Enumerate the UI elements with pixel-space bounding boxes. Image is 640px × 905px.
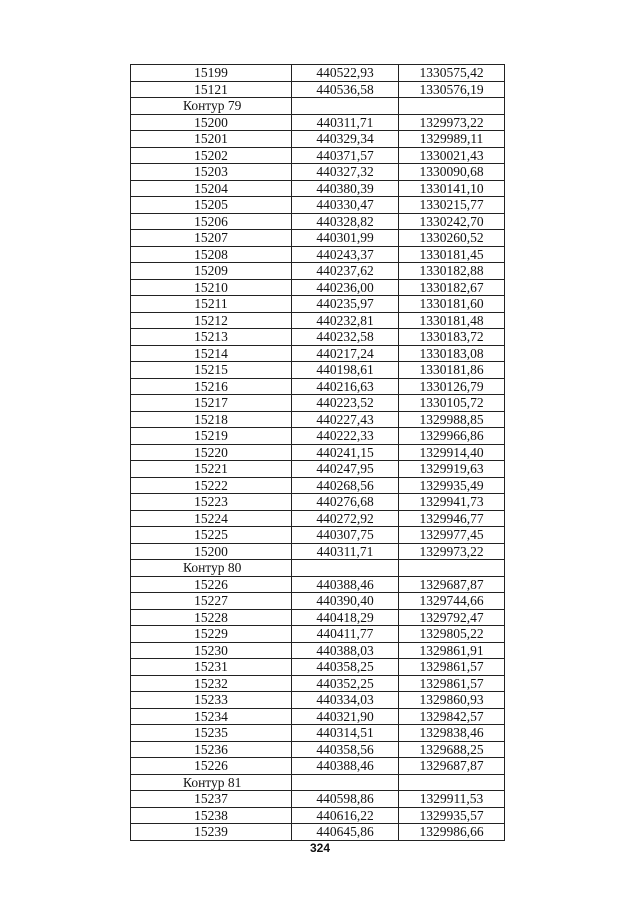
table-row <box>131 131 505 148</box>
x-coordinate-cell: 440536,58 <box>292 81 399 98</box>
y-coordinate-cell: 1329687,87 <box>399 576 505 593</box>
point-number-cell: 15204 <box>131 180 292 197</box>
x-coordinate-cell: 440307,75 <box>292 527 399 544</box>
x-coordinate-cell: 440388,03 <box>292 642 399 659</box>
x-coordinate-cell: 440645,86 <box>292 824 399 841</box>
point-number-cell: 15235 <box>131 725 292 742</box>
y-coordinate-cell: 1330576,19 <box>399 81 505 98</box>
table-row <box>131 197 505 214</box>
x-coordinate-cell: 440314,51 <box>292 725 399 742</box>
point-number-cell: 15217 <box>131 395 292 412</box>
point-number-cell: 15218 <box>131 411 292 428</box>
table-row <box>131 708 505 725</box>
point-number-cell: 15214 <box>131 345 292 362</box>
y-coordinate-cell: 1330141,10 <box>399 180 505 197</box>
y-coordinate-cell: 1330183,08 <box>399 345 505 362</box>
x-coordinate-cell: 440217,24 <box>292 345 399 362</box>
point-number-cell: 15211 <box>131 296 292 313</box>
point-number-cell: 15229 <box>131 626 292 643</box>
y-coordinate-cell: 1330090,68 <box>399 164 505 181</box>
table-row <box>131 576 505 593</box>
x-coordinate-cell: 440358,25 <box>292 659 399 676</box>
y-coordinate-cell: 1329935,57 <box>399 807 505 824</box>
table-row <box>131 510 505 527</box>
table-row <box>131 477 505 494</box>
x-coordinate-cell: 440522,93 <box>292 65 399 82</box>
x-coordinate-cell: 440222,33 <box>292 428 399 445</box>
table-row <box>131 362 505 379</box>
table-row <box>131 692 505 709</box>
y-coordinate-cell: 1329842,57 <box>399 708 505 725</box>
table-row <box>131 659 505 676</box>
table-row <box>131 824 505 841</box>
page-number: 324 <box>309 841 331 855</box>
x-coordinate-cell: 440198,61 <box>292 362 399 379</box>
y-coordinate-cell: 1330215,77 <box>399 197 505 214</box>
point-number-cell: 15216 <box>131 378 292 395</box>
y-coordinate-cell: 1329688,25 <box>399 741 505 758</box>
y-coordinate-cell: 1330182,67 <box>399 279 505 296</box>
y-coordinate-cell: 1329805,22 <box>399 626 505 643</box>
y-coordinate-cell: 1329792,47 <box>399 609 505 626</box>
table-row <box>131 593 505 610</box>
y-coordinate-cell: 1330181,45 <box>399 246 505 263</box>
y-coordinate-cell: 1330181,60 <box>399 296 505 313</box>
table-row <box>131 543 505 560</box>
point-number-cell: 15227 <box>131 593 292 610</box>
y-coordinate-cell: 1329861,57 <box>399 659 505 676</box>
table-row <box>131 642 505 659</box>
contour-empty-y <box>399 560 505 577</box>
table-row <box>131 626 505 643</box>
y-coordinate-cell: 1330181,48 <box>399 312 505 329</box>
x-coordinate-cell: 440616,22 <box>292 807 399 824</box>
table-row <box>131 312 505 329</box>
y-coordinate-cell: 1329744,66 <box>399 593 505 610</box>
x-coordinate-cell: 440243,37 <box>292 246 399 263</box>
table-row <box>131 758 505 775</box>
table-row <box>131 807 505 824</box>
point-number-cell: 15220 <box>131 444 292 461</box>
point-number-cell: 15206 <box>131 213 292 230</box>
contour-empty-x <box>292 560 399 577</box>
y-coordinate-cell: 1330183,72 <box>399 329 505 346</box>
point-number-cell: 15199 <box>131 65 292 82</box>
contour-label: Контур 79 <box>131 98 292 115</box>
table-row <box>131 147 505 164</box>
table-row <box>131 444 505 461</box>
point-number-cell: 15236 <box>131 741 292 758</box>
table-row <box>131 213 505 230</box>
x-coordinate-cell: 440418,29 <box>292 609 399 626</box>
y-coordinate-cell: 1329911,53 <box>399 791 505 808</box>
point-number-cell: 15233 <box>131 692 292 709</box>
point-number-cell: 15202 <box>131 147 292 164</box>
x-coordinate-cell: 440235,97 <box>292 296 399 313</box>
x-coordinate-cell: 440321,90 <box>292 708 399 725</box>
y-coordinate-cell: 1329966,86 <box>399 428 505 445</box>
x-coordinate-cell: 440371,57 <box>292 147 399 164</box>
y-coordinate-cell: 1329973,22 <box>399 114 505 131</box>
point-number-cell: 15228 <box>131 609 292 626</box>
x-coordinate-cell: 440301,99 <box>292 230 399 247</box>
table-row <box>131 65 505 82</box>
table-row <box>131 263 505 280</box>
point-number-cell: 15205 <box>131 197 292 214</box>
point-number-cell: 15207 <box>131 230 292 247</box>
x-coordinate-cell: 440232,81 <box>292 312 399 329</box>
point-number-cell: 15225 <box>131 527 292 544</box>
coordinates-table <box>130 64 505 841</box>
table-row <box>131 329 505 346</box>
table-row <box>131 180 505 197</box>
x-coordinate-cell: 440388,46 <box>292 758 399 775</box>
contour-empty-x <box>292 98 399 115</box>
table-row <box>131 395 505 412</box>
y-coordinate-cell: 1329986,66 <box>399 824 505 841</box>
table-row <box>131 461 505 478</box>
table-row <box>131 296 505 313</box>
x-coordinate-cell: 440334,03 <box>292 692 399 709</box>
x-coordinate-cell: 440237,62 <box>292 263 399 280</box>
point-number-cell: 15221 <box>131 461 292 478</box>
table-row <box>131 791 505 808</box>
point-number-cell: 15200 <box>131 114 292 131</box>
table-row <box>131 428 505 445</box>
point-number-cell: 15222 <box>131 477 292 494</box>
y-coordinate-cell: 1329919,63 <box>399 461 505 478</box>
point-number-cell: 15208 <box>131 246 292 263</box>
table-row <box>131 230 505 247</box>
point-number-cell: 15209 <box>131 263 292 280</box>
point-number-cell: 15231 <box>131 659 292 676</box>
x-coordinate-cell: 440329,34 <box>292 131 399 148</box>
x-coordinate-cell: 440272,92 <box>292 510 399 527</box>
x-coordinate-cell: 440598,86 <box>292 791 399 808</box>
x-coordinate-cell: 440352,25 <box>292 675 399 692</box>
table-row <box>131 609 505 626</box>
y-coordinate-cell: 1329838,46 <box>399 725 505 742</box>
point-number-cell: 15121 <box>131 81 292 98</box>
x-coordinate-cell: 440236,00 <box>292 279 399 296</box>
contour-empty-y <box>399 98 505 115</box>
x-coordinate-cell: 440328,82 <box>292 213 399 230</box>
x-coordinate-cell: 440276,68 <box>292 494 399 511</box>
table-row <box>131 246 505 263</box>
x-coordinate-cell: 440411,77 <box>292 626 399 643</box>
y-coordinate-cell: 1330105,72 <box>399 395 505 412</box>
point-number-cell: 15237 <box>131 791 292 808</box>
x-coordinate-cell: 440388,46 <box>292 576 399 593</box>
coordinates-table-body <box>131 65 505 841</box>
y-coordinate-cell: 1329914,40 <box>399 444 505 461</box>
x-coordinate-cell: 440311,71 <box>292 543 399 560</box>
point-number-cell: 15203 <box>131 164 292 181</box>
y-coordinate-cell: 1329687,87 <box>399 758 505 775</box>
table-row <box>131 345 505 362</box>
x-coordinate-cell: 440268,56 <box>292 477 399 494</box>
point-number-cell: 15234 <box>131 708 292 725</box>
table-row <box>131 378 505 395</box>
contour-header-row <box>131 560 505 577</box>
x-coordinate-cell: 440327,32 <box>292 164 399 181</box>
contour-label: Контур 80 <box>131 560 292 577</box>
x-coordinate-cell: 440232,58 <box>292 329 399 346</box>
y-coordinate-cell: 1330260,52 <box>399 230 505 247</box>
x-coordinate-cell: 440358,56 <box>292 741 399 758</box>
point-number-cell: 15232 <box>131 675 292 692</box>
x-coordinate-cell: 440380,39 <box>292 180 399 197</box>
point-number-cell: 15201 <box>131 131 292 148</box>
point-number-cell: 15210 <box>131 279 292 296</box>
y-coordinate-cell: 1330021,43 <box>399 147 505 164</box>
y-coordinate-cell: 1330242,70 <box>399 213 505 230</box>
y-coordinate-cell: 1330182,88 <box>399 263 505 280</box>
point-number-cell: 15223 <box>131 494 292 511</box>
table-row <box>131 411 505 428</box>
y-coordinate-cell: 1329935,49 <box>399 477 505 494</box>
point-number-cell: 15230 <box>131 642 292 659</box>
point-number-cell: 15215 <box>131 362 292 379</box>
point-number-cell: 15224 <box>131 510 292 527</box>
contour-empty-x <box>292 774 399 791</box>
contour-label: Контур 81 <box>131 774 292 791</box>
table-row <box>131 725 505 742</box>
y-coordinate-cell: 1329988,85 <box>399 411 505 428</box>
table-row <box>131 494 505 511</box>
y-coordinate-cell: 1329861,91 <box>399 642 505 659</box>
point-number-cell: 15239 <box>131 824 292 841</box>
point-number-cell: 15213 <box>131 329 292 346</box>
table-row <box>131 741 505 758</box>
point-number-cell: 15226 <box>131 758 292 775</box>
contour-empty-y <box>399 774 505 791</box>
x-coordinate-cell: 440247,95 <box>292 461 399 478</box>
point-number-cell: 15200 <box>131 543 292 560</box>
point-number-cell: 15219 <box>131 428 292 445</box>
y-coordinate-cell: 1330575,42 <box>399 65 505 82</box>
contour-header-row <box>131 774 505 791</box>
table-row <box>131 114 505 131</box>
x-coordinate-cell: 440216,63 <box>292 378 399 395</box>
point-number-cell: 15212 <box>131 312 292 329</box>
y-coordinate-cell: 1329989,11 <box>399 131 505 148</box>
y-coordinate-cell: 1329946,77 <box>399 510 505 527</box>
x-coordinate-cell: 440227,43 <box>292 411 399 428</box>
table-row <box>131 164 505 181</box>
x-coordinate-cell: 440330,47 <box>292 197 399 214</box>
contour-header-row <box>131 98 505 115</box>
point-number-cell: 15238 <box>131 807 292 824</box>
table-row <box>131 279 505 296</box>
x-coordinate-cell: 440311,71 <box>292 114 399 131</box>
y-coordinate-cell: 1329941,73 <box>399 494 505 511</box>
y-coordinate-cell: 1329860,93 <box>399 692 505 709</box>
table-row <box>131 527 505 544</box>
x-coordinate-cell: 440223,52 <box>292 395 399 412</box>
table-row <box>131 675 505 692</box>
table-row <box>131 81 505 98</box>
y-coordinate-cell: 1330126,79 <box>399 378 505 395</box>
x-coordinate-cell: 440241,15 <box>292 444 399 461</box>
y-coordinate-cell: 1329973,22 <box>399 543 505 560</box>
y-coordinate-cell: 1330181,86 <box>399 362 505 379</box>
y-coordinate-cell: 1329977,45 <box>399 527 505 544</box>
point-number-cell: 15226 <box>131 576 292 593</box>
x-coordinate-cell: 440390,40 <box>292 593 399 610</box>
y-coordinate-cell: 1329861,57 <box>399 675 505 692</box>
